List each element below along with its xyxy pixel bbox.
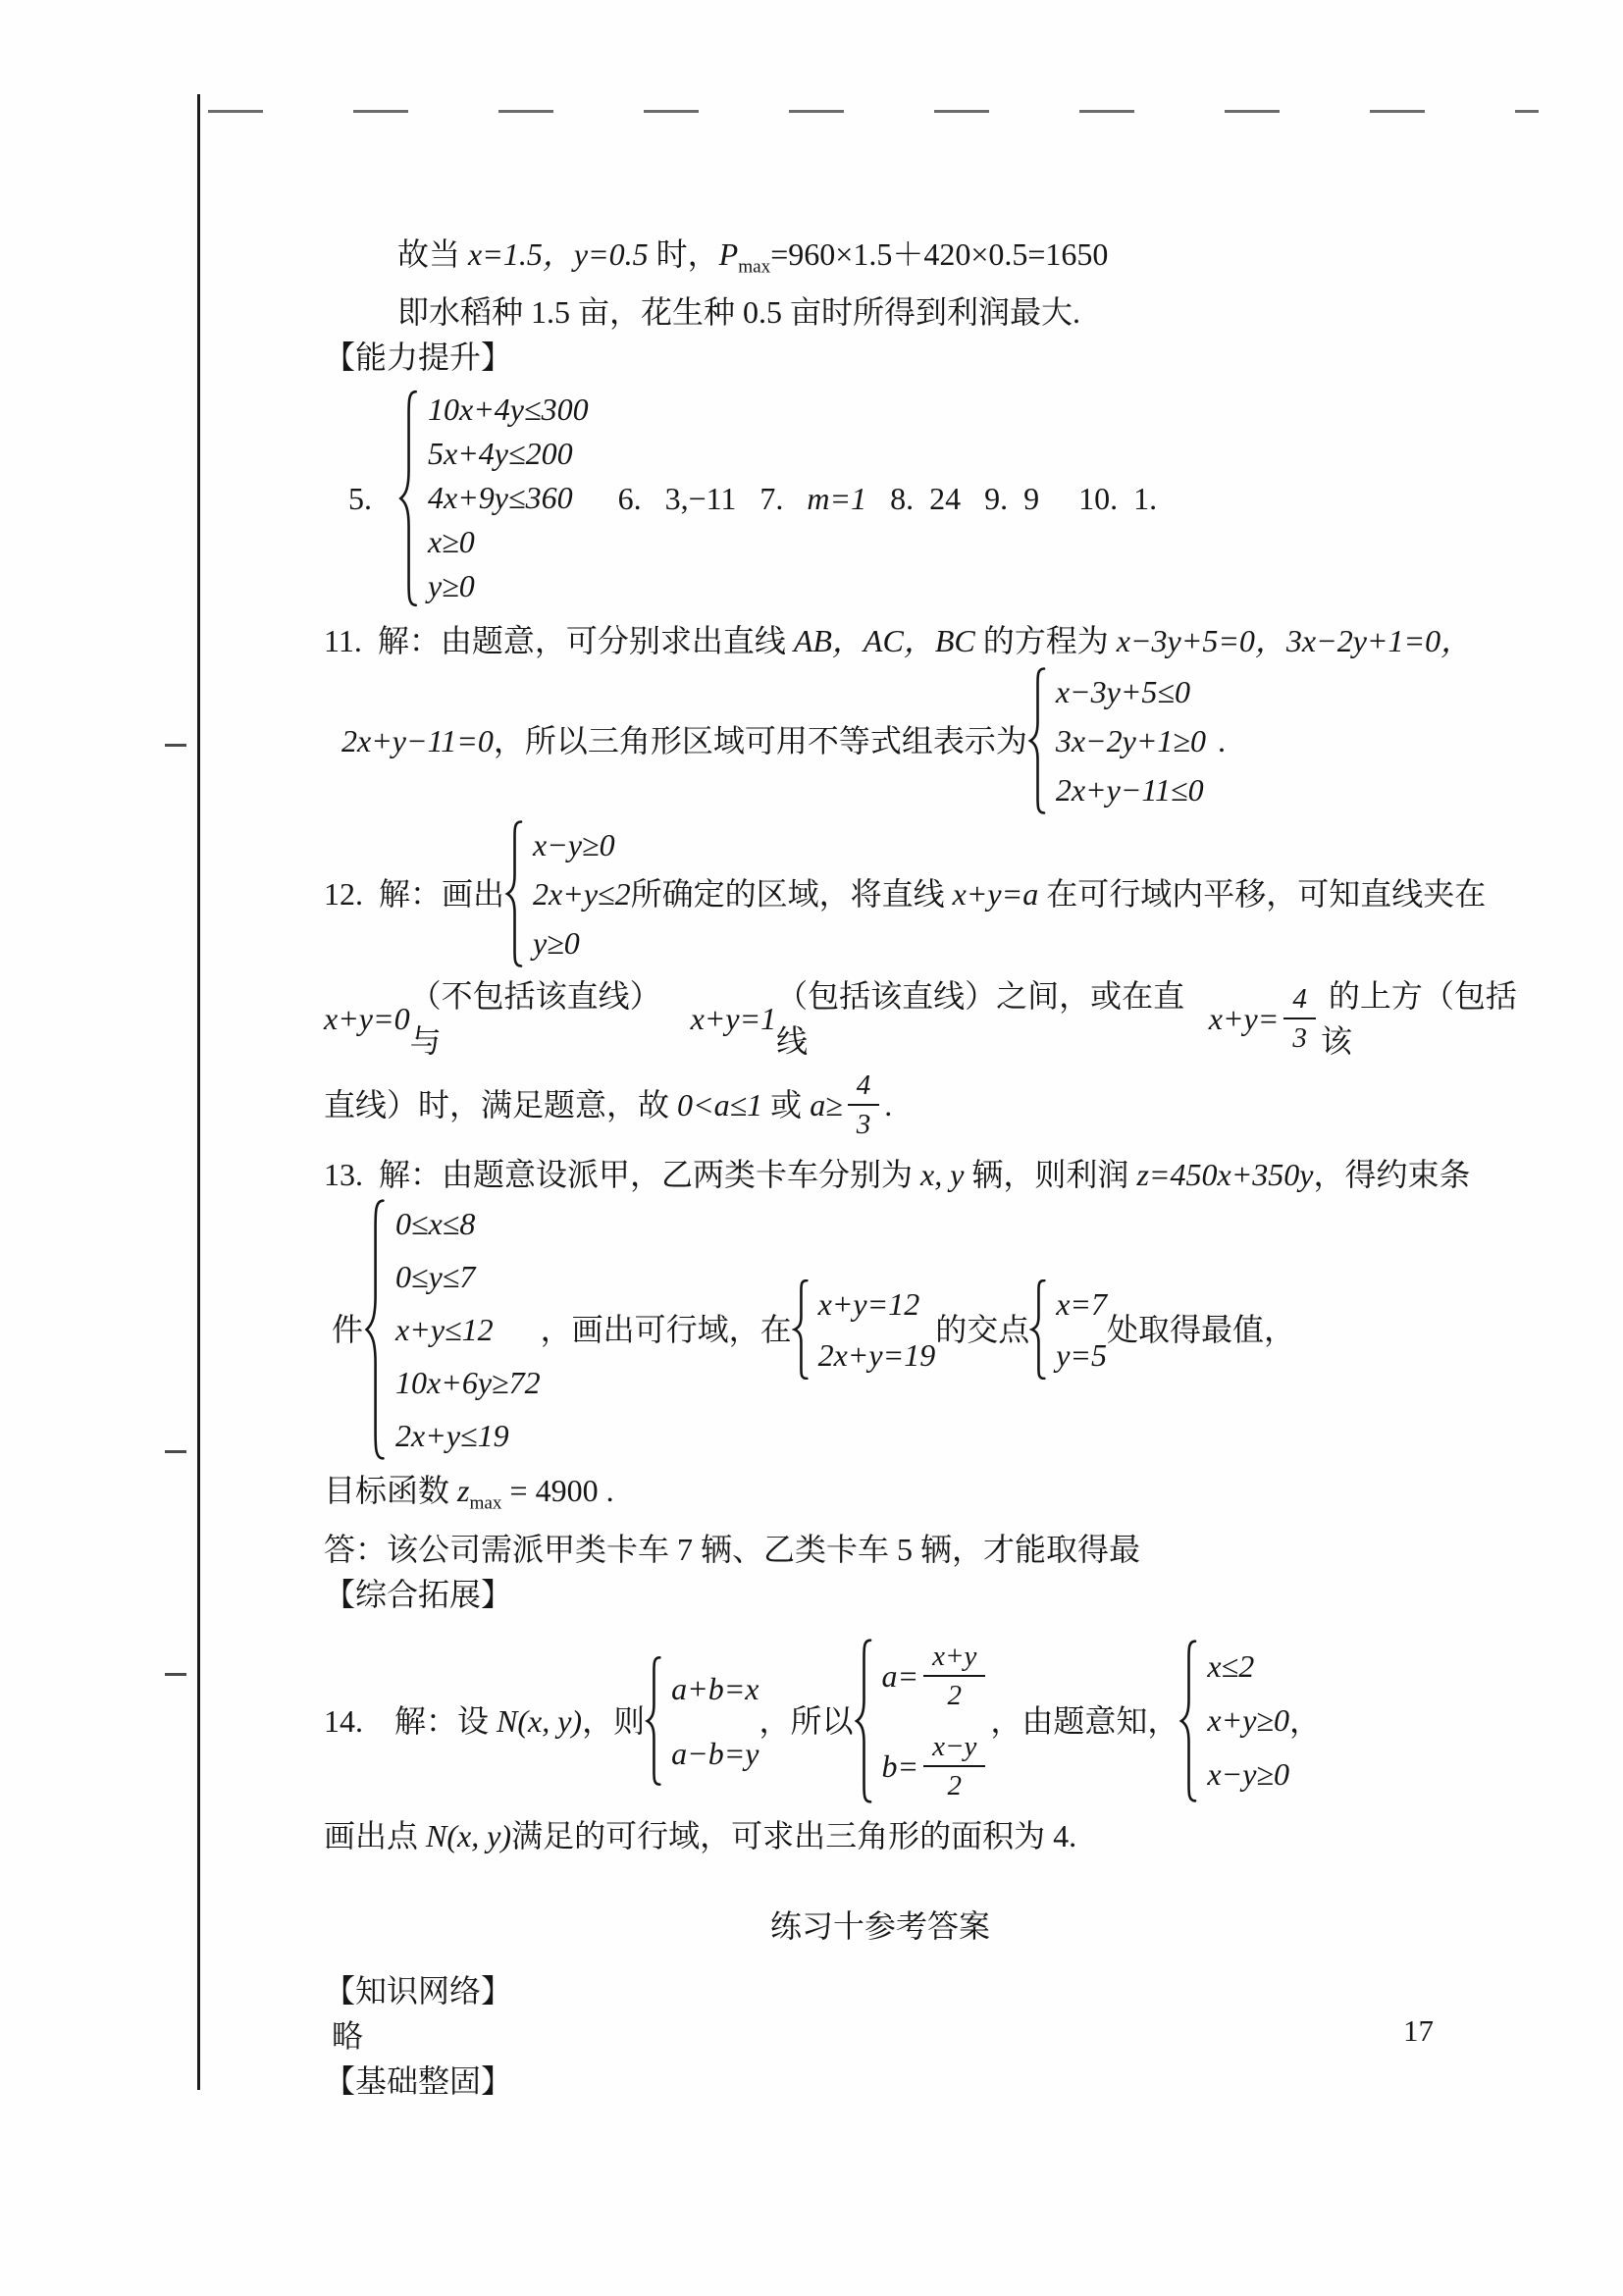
text-segment: 所确定的区域，将直线: [630, 876, 953, 913]
section-header-knowledge: [324, 1968, 1541, 2013]
system-line: y≥0: [533, 925, 580, 962]
section-header-basics: [324, 2059, 1541, 2104]
math-expression: a=: [881, 1657, 919, 1694]
answer-key-title: [770, 1904, 1541, 1949]
fraction-numerator: 4: [848, 1068, 880, 1106]
text-segment: ，得约束条: [1313, 1157, 1471, 1193]
section-header-ability: [324, 335, 1541, 380]
math-expression: a≥: [810, 1087, 843, 1123]
math-expression: x=1.5，y=0.5: [468, 236, 649, 272]
sentence-period: .: [1217, 723, 1226, 759]
problem-13-constraints-row: [332, 1197, 1541, 1462]
system-line: y≥0: [428, 568, 475, 604]
math-expression: x+y=1: [690, 1001, 777, 1037]
text-segment: 满足的可行域，可求出三角形的面积为 4.: [511, 1817, 1077, 1853]
system-line: 0≤x≤8: [395, 1206, 476, 1242]
system-line: 5x+4y≤200: [428, 436, 573, 472]
fraction-numerator: x−y: [923, 1729, 985, 1767]
text-segment: （不包括该直线）与: [409, 978, 661, 1060]
text-segment: ，所以: [759, 1702, 854, 1739]
system-line: 2x+y−11≤0: [1055, 772, 1204, 809]
fraction: [923, 1729, 985, 1803]
system-line: 3x−2y+1≥0: [1055, 723, 1206, 759]
text-segment: 的交点: [935, 1312, 1030, 1348]
system-lines: [428, 388, 589, 608]
curly-brace-icon: [1029, 1279, 1047, 1380]
section-title: 【基础整固】: [324, 2062, 513, 2099]
text-segment: ，画出可行域，在: [540, 1312, 792, 1348]
scan-left-border: [197, 94, 200, 2090]
problem-13-zmax-line: [324, 1468, 1541, 1526]
system-line: 2x+y≤19: [395, 1418, 509, 1454]
fraction-denominator: 2: [947, 1769, 962, 1801]
problem-label: 12. 解：画出: [324, 876, 505, 913]
math-expression: x+y=a: [952, 876, 1039, 913]
system-line: 4x+9y≤360: [428, 480, 573, 516]
curly-brace-icon: [645, 1656, 662, 1786]
system-lines: [882, 1639, 991, 1803]
subscript-max: max: [738, 256, 771, 278]
system-line: x+y=12: [817, 1286, 920, 1323]
system-line: x≤2: [1207, 1648, 1255, 1685]
math-expression: b=: [881, 1748, 919, 1784]
problem-14-line2: [324, 1813, 1541, 1858]
inequality-system: [1178, 1640, 1289, 1802]
problem-label: 5.: [348, 480, 372, 516]
text-segment: ，所以三角形区域可用不等式组表示为: [493, 723, 1027, 759]
fraction: [1283, 981, 1316, 1056]
sentence-period: .: [884, 1087, 893, 1123]
problem-label: 14. 解：设: [324, 1702, 497, 1739]
system-line: y=5: [1056, 1337, 1107, 1374]
text-segment: ，由题意知，: [990, 1702, 1179, 1739]
omitted-line: [332, 2013, 1541, 2059]
text-segment: 的方程为: [974, 623, 1117, 659]
text-segment: 故当: [397, 236, 469, 272]
math-expression: = 4900 .: [501, 1473, 614, 1509]
sentence-comma: ，: [1288, 1702, 1321, 1739]
text-segment: 13. 解：由题意设派甲，乙两类卡车分别为: [324, 1157, 921, 1193]
fraction: [923, 1639, 985, 1713]
math-expression: N(x, y): [497, 1702, 583, 1739]
curly-brace-icon: [1178, 1640, 1198, 1802]
math-expression: z: [457, 1473, 470, 1509]
math-expression: x−3y+5=0，3x−2y+1=0，: [1116, 623, 1473, 659]
text-segment: 在可行域内平移，可知直线夹在: [1038, 876, 1487, 913]
system-line: a+b=x: [671, 1670, 759, 1706]
section-title: 【知识网络】: [324, 1972, 513, 2009]
math-expression: 0<a≤1: [677, 1087, 763, 1123]
math-expression: P: [718, 236, 739, 272]
curly-brace-icon: [854, 1639, 873, 1803]
text-segment: 处取得最值，: [1107, 1312, 1296, 1348]
system-lines: [1207, 1640, 1289, 1801]
equation-with-fraction: [882, 1639, 991, 1713]
text-segment: 即水稻种 1.5 亩，花生种 0.5 亩时所得到利润最大.: [397, 294, 1081, 331]
text-segment: 答：该公司需派甲类卡车 7 辆、乙类卡车 5 辆，才能取得最: [324, 1531, 1141, 1567]
curly-brace-icon: [504, 820, 524, 967]
text-segment: 的上方（包括该: [1320, 978, 1517, 1060]
inequality-system: [1027, 667, 1206, 814]
fraction-numerator: 4: [1283, 981, 1316, 1019]
section-header-comprehensive: [324, 1572, 1541, 1617]
text-segment: 辆，则利润: [964, 1157, 1137, 1193]
system-line: x−3y+5≤0: [1055, 674, 1190, 710]
system-lines: [818, 1278, 936, 1381]
problem-13-line1: [324, 1152, 1541, 1197]
curly-brace-icon: [363, 1198, 387, 1461]
system-line: 2x+y=19: [817, 1337, 936, 1374]
text-segment: 画出点: [324, 1817, 427, 1853]
section-title: 【综合拓展】: [324, 1576, 513, 1612]
math-expression: AB，AC，BC: [793, 623, 975, 659]
problem-11-line1: [324, 618, 1541, 663]
inequality-system: [363, 1197, 541, 1462]
system-lines: [671, 1656, 759, 1786]
curly-brace-icon: [792, 1279, 810, 1380]
math-expression: x, y: [920, 1157, 965, 1193]
fraction-denominator: 3: [1292, 1022, 1307, 1055]
fraction-numerator: x+y: [923, 1639, 985, 1677]
fraction-denominator: 3: [856, 1109, 871, 1141]
system-line: x+y≤12: [395, 1312, 494, 1348]
problem-14-row: [324, 1639, 1541, 1803]
inequality-system: [397, 388, 589, 608]
solution-line-pmax: [397, 232, 1541, 289]
page-number: 17: [1403, 2013, 1434, 2048]
answer-segment: 6. 3,−11 7.: [617, 480, 808, 516]
solution-line-conclusion: [397, 289, 1541, 335]
title-text: 练习十参考答案: [770, 1907, 991, 1944]
system-line: 2x+y≤2: [533, 876, 631, 913]
system-line: x≥0: [428, 524, 475, 560]
equation-system-fractions: [854, 1639, 991, 1803]
section-title: 【能力提升】: [324, 339, 513, 376]
math-expression: =960×1.5＋420×0.5=1650: [770, 236, 1109, 272]
page-content: [324, 232, 1541, 2104]
subscript-max: max: [469, 1492, 502, 1514]
problem-12-line3: [324, 1068, 1541, 1142]
problem-11-line2: [341, 667, 1541, 814]
text-segment: 时，: [648, 236, 719, 272]
fraction: [848, 1068, 880, 1142]
system-lines: [533, 820, 631, 967]
scan-top-border: [208, 110, 1539, 113]
math-expression: x+y=: [1208, 1001, 1280, 1037]
math-expression: m=1: [807, 480, 867, 516]
system-line: a−b=y: [671, 1735, 759, 1771]
problem-12-line2: [324, 973, 1541, 1064]
system-line: x=7: [1056, 1286, 1107, 1323]
margin-dash: [165, 744, 186, 747]
equation-with-fraction: [882, 1729, 991, 1803]
inequality-system: [504, 820, 631, 967]
curly-brace-icon: [1027, 667, 1047, 814]
text-segment: 11. 解：由题意，可分别求出直线: [324, 623, 794, 659]
text-segment: 件: [332, 1312, 364, 1348]
problem-12-line1: [324, 820, 1541, 967]
curly-brace-icon: [397, 390, 419, 607]
margin-dash: [165, 1450, 186, 1453]
text-segment: ，则: [582, 1702, 646, 1739]
answer-segment: 8. 24 9. 9 10. 1.: [866, 480, 1158, 516]
system-line: x+y≥0: [1207, 1702, 1289, 1739]
system-line: 10x+6y≥72: [395, 1365, 541, 1401]
text-segment: 略: [332, 2017, 364, 2054]
text-segment: 直线）时，满足题意，故: [324, 1087, 678, 1123]
text-segment: 目标函数: [324, 1473, 458, 1509]
answers-6-to-10: [618, 476, 1158, 521]
math-expression: 2x+y−11=0: [341, 723, 494, 759]
text-segment: 或: [762, 1087, 811, 1123]
system-lines: [1056, 1278, 1107, 1381]
math-expression: N(x, y): [426, 1817, 512, 1853]
fraction-denominator: 2: [947, 1679, 962, 1711]
system-line: x−y≥0: [533, 827, 615, 863]
problem-13-answer-line: [324, 1527, 1541, 1572]
math-expression: x+y=0: [324, 1001, 410, 1037]
equation-system: [1029, 1278, 1107, 1381]
equation-system: [645, 1656, 759, 1786]
text-segment: （包括该直线）之间，或在直线: [776, 978, 1185, 1060]
system-line: 10x+4y≤300: [428, 391, 589, 428]
problem-5-row: [348, 388, 1541, 608]
system-lines: [395, 1197, 541, 1462]
system-lines: [1056, 667, 1206, 814]
math-expression: z=450x+350y: [1136, 1157, 1314, 1193]
margin-dash: [165, 1673, 186, 1676]
equation-system: [792, 1278, 936, 1381]
system-line: x−y≥0: [1207, 1756, 1289, 1793]
system-line: 0≤y≤7: [395, 1259, 476, 1295]
